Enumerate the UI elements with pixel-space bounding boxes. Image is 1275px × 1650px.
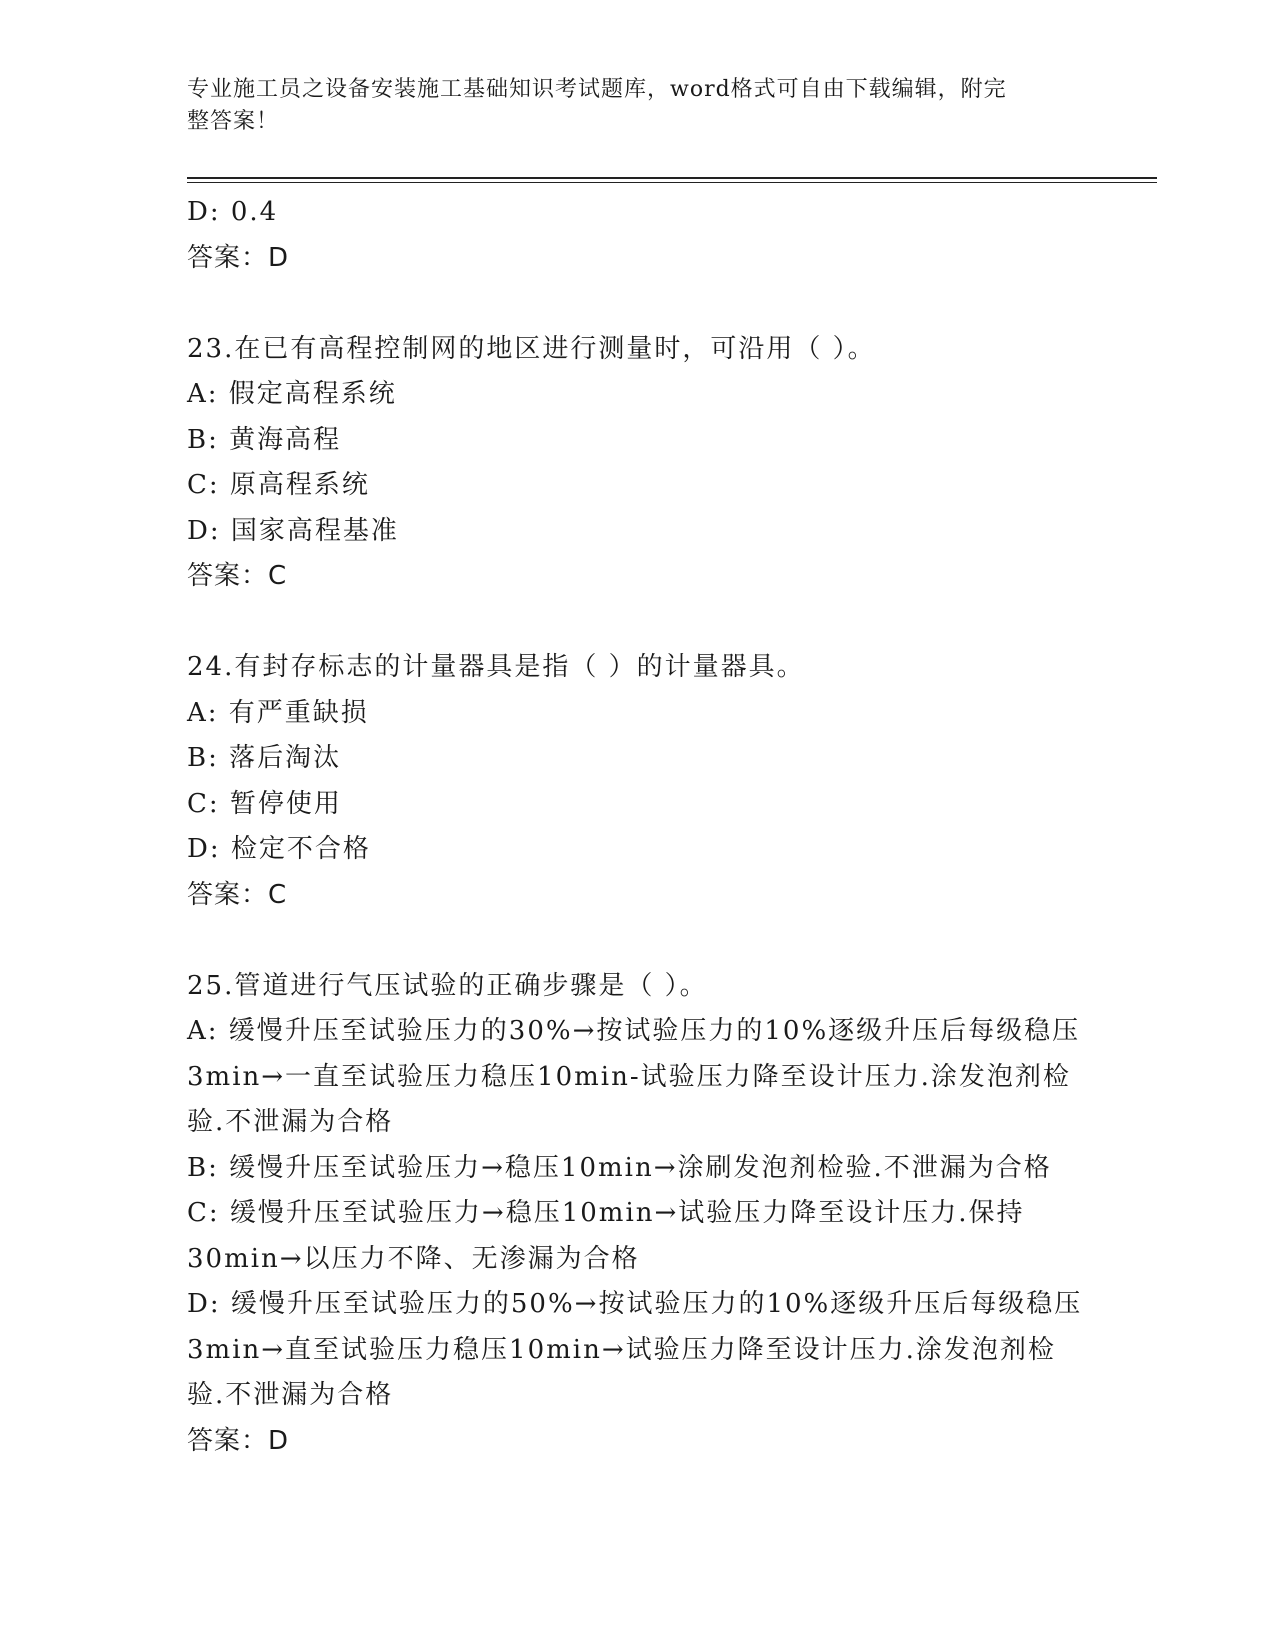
spacer <box>187 918 1087 964</box>
header-line-1: 专业施工员之设备安装施工基础知识考试题库，word格式可自由下载编辑，附完 <box>187 77 1007 102</box>
option-b: B: 落后淘汰 <box>187 743 342 773</box>
option-a: A: 假定高程系统 <box>187 379 397 409</box>
header-line-2: 整答案！ <box>187 109 280 134</box>
document-header <box>187 74 1087 138</box>
option-b: B: 黄海高程 <box>187 424 342 455</box>
question-stem: 23.在已有高程控制网的地区进行测量时，可沿用（ ）。 <box>187 333 876 364</box>
option-c: C: 原高程系统 <box>187 470 370 500</box>
option-c: C: 暂停使用 <box>187 788 342 819</box>
spacer <box>187 281 1087 327</box>
option-c: C: 缓慢升压至试验压力→稳压10min→试验压力降至设计压力.保持30min→以压力不降、无渗漏为合格 <box>187 1198 1025 1274</box>
header-divider-thick <box>187 177 1157 179</box>
question-block-24 <box>187 645 1087 918</box>
question-stem: 25.管道进行气压试验的正确步骤是（ ）。 <box>187 970 708 1001</box>
option-b: B: 缓慢升压至试验压力→稳压10min→涂刷发泡剂检验.不泄漏为合格 <box>187 1152 1052 1183</box>
question-block-23 <box>187 327 1087 600</box>
answer-line: 答案：D <box>187 242 290 273</box>
option-d: D: 检定不合格 <box>187 834 371 864</box>
question-stem: 24.有封存标志的计量器具是指（ ）的计量器具。 <box>187 652 805 682</box>
answer-line: 答案：C <box>187 879 288 910</box>
answer-line: 答案：C <box>187 561 288 591</box>
spacer <box>187 600 1087 646</box>
question-block-prev <box>187 190 1087 281</box>
option-d: D: 0.4 <box>187 197 279 227</box>
question-block-25 <box>187 964 1087 1465</box>
header-divider-thin <box>187 182 1157 183</box>
option-d: D: 国家高程基准 <box>187 515 399 546</box>
option-d: D: 缓慢升压至试验压力的50%→按试验压力的10%逐级升压后每级稳压3min→直至试验压力稳压10min→试验压力降至设计压力.涂发泡剂检验.不泄漏为合格 <box>187 1289 1083 1410</box>
answer-line: 答案：D <box>187 1425 290 1456</box>
option-a: A: 有严重缺损 <box>187 697 369 728</box>
option-a: A: 缓慢升压至试验压力的30%→按试验压力的10%逐级升压后每级稳压3min→一直至试验压力稳压10min-试验压力降至设计压力.涂发泡剂检验.不泄漏为合格 <box>187 1016 1081 1137</box>
question-list <box>187 190 1087 1464</box>
